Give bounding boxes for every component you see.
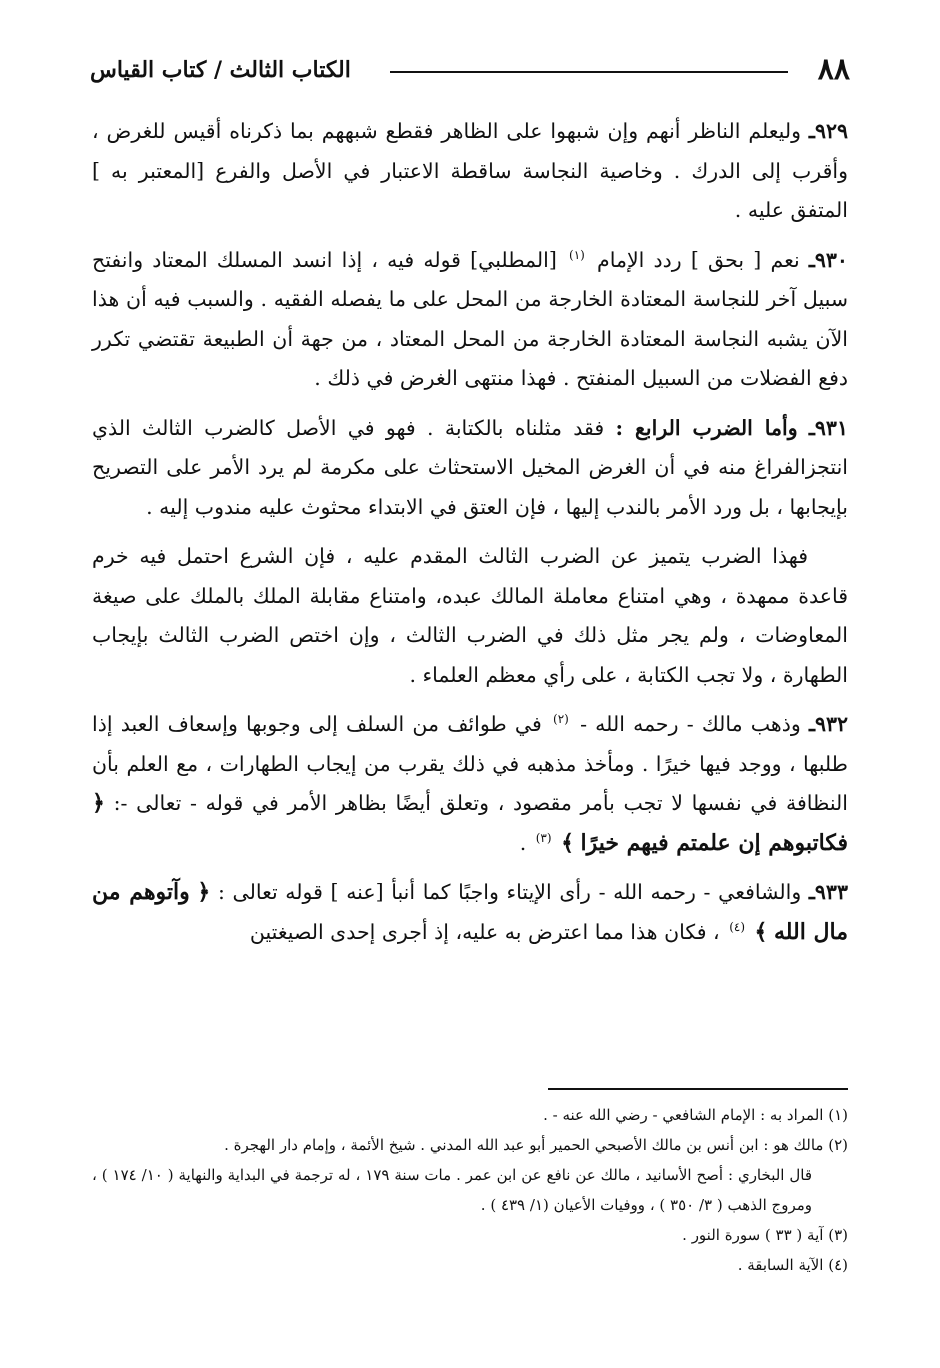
paragraph-number: ٩٣٣ bbox=[814, 880, 848, 904]
paragraph-931 bbox=[92, 409, 848, 528]
paragraph-929 bbox=[92, 112, 848, 231]
footnote-separator bbox=[548, 1088, 848, 1090]
paragraph-dash: ـ bbox=[808, 119, 815, 143]
footnote-ref[interactable]: (١) bbox=[569, 247, 585, 262]
footnote-label: (١) bbox=[828, 1106, 848, 1124]
footnote-text: آية ( ٣٣ ) سورة النور . bbox=[682, 1226, 824, 1244]
paragraph-text: وليعلم الناظر أنهم وإن شبهوا على الظاهر فقطع شبههم بما ذكرناه أقيس للغرض ، وأقرب إلى الدرك . وخاصية النجاسة ساقطة الاعتبار في الأصل والفرع [المعتبر به ] المتفق عليه . bbox=[92, 119, 848, 222]
paragraph-932: ٩٣٢ـ وذهب مالك - رحمه الله - $^{(٢)}$ في طوائف من السلف إلى وجوبها وإسعاف العبد إذا طلبها ، ووجد فيها خيرًا . ومأخذ مذهبه في ذلك يقرب من إيجاب الطهارات ، مع العلم بأن النظافة في نفسها لا تجب بأمر مقصود ، وتعلق أيضًا بظاهر الأمر في قوله - تعالى -: ﴿ فكاتبوهم إن علمتم فيهم خيرًا ﴾ $^{(٣)}$ . bbox=[92, 712, 848, 856]
paragraph-continuation bbox=[92, 537, 848, 695]
paragraph-number: ٩٣٠ bbox=[814, 247, 848, 272]
footnote-text: مالك هو : ابن أنس بن مالك الأصبحي الحمير أبو عبد الله المدني . شيخ الأئمة ، وإمام دار الهجرة . bbox=[224, 1136, 824, 1154]
main-text bbox=[92, 112, 848, 962]
footnote-3 bbox=[92, 1220, 848, 1250]
paragraph-dash: ـ bbox=[808, 880, 815, 904]
footnote-1 bbox=[92, 1100, 848, 1130]
quran-verse: وآتوهم من مال الله bbox=[92, 879, 848, 945]
footnote-label: (٤) bbox=[828, 1256, 848, 1274]
paragraph-text: وذهب مالك - رحمه الله - bbox=[580, 712, 801, 736]
quran-verse: فكاتبوهم إن علمتم فيهم خيرًا bbox=[580, 829, 848, 856]
footnote-text: المراد به : الإمام الشافعي - رضي الله عنه - . bbox=[543, 1106, 824, 1124]
paragraph-933 bbox=[92, 873, 848, 952]
paragraph-number: ٩٣١ bbox=[814, 415, 848, 440]
quran-bracket-open: ﴿ bbox=[92, 790, 105, 816]
footnote-text: الآية السابقة . bbox=[737, 1256, 824, 1274]
paragraph-dash: ـ bbox=[808, 712, 815, 736]
quran-bracket-open: ﴿ bbox=[197, 879, 211, 905]
paragraph-text: والشافعي - رحمه الله - رأى الإيتاء واجبًا كما أنبأ [عنه ] قوله تعالى : bbox=[217, 880, 802, 904]
paragraph-dash: ـ bbox=[808, 247, 815, 272]
page-number: ٨٨ bbox=[817, 52, 850, 87]
header-rule bbox=[390, 71, 788, 73]
footnote-2 bbox=[92, 1130, 848, 1220]
paragraph-text: ، فكان هذا مما اعترض به عليه، إذ أجرى إحدى الصيغتين bbox=[249, 919, 720, 944]
paragraph-lead: وأما الضرب الرابع : bbox=[615, 415, 798, 440]
footnote-4 bbox=[92, 1250, 848, 1280]
footnote-ref[interactable]: (٣) bbox=[535, 830, 552, 845]
footnote-ref[interactable]: (٤) bbox=[729, 919, 746, 934]
footnote-text-continuation: قال البخاري : أصح الأسانيد ، مالك عن نافع عن ابن عمر . مات سنة ١٧٩ ، له ترجمة في البداية والنهاية ( ١٠/ ١٧٤ ) ، ومروج الذهب ( ٣/ ٣٥٠ ) ، ووفيات الأعيان (١/ ٤٣٩ ) . bbox=[92, 1166, 813, 1214]
footnote-label: (٣) bbox=[828, 1226, 848, 1244]
footnote-label: (٢) bbox=[828, 1136, 848, 1154]
paragraph-930 bbox=[92, 241, 848, 399]
paragraph-text: في طوائف من السلف إلى وجوبها وإسعاف العبد إذا طلبها ، ووجد فيها خيرًا . ومأخذ مذهبه في ذلك يقرب من إيجاب الطهارات ، مع العلم بأن النظافة في نفسها لا تجب بأمر مقصود ، وتعلق أيضًا بظاهر الأمر في قوله - تعالى -: bbox=[92, 712, 848, 815]
paragraph-dash: ـ bbox=[808, 415, 815, 440]
quran-bracket-close: ﴾ bbox=[561, 829, 574, 856]
paragraph-number: ٩٣٢ bbox=[814, 712, 848, 736]
footnote-ref[interactable]: (٢) bbox=[553, 712, 569, 727]
paragraph-text: فهذا الضرب يتميز عن الضرب الثالث المقدم عليه ، فإن الشرع احتمل فيه خرم قاعدة ممهدة ، وهي امتناع معاملة المالك عبده، وامتناع مقابلة الملك بالملك على صيغة المعاوضات ، ولم يجر مثل ذلك في الضرب الثالث ، وإن اختص الضرب الثالث بإيجاب الطهارة ، ولا تجب الكتابة ، على رأي معظم العلماء . bbox=[92, 544, 848, 687]
running-title: الكتاب الثالث / كتاب القياس bbox=[90, 57, 351, 83]
paragraph-text: [المطلبي] قوله فيه ، إذا انسد المسلك المعتاد وانفتح سبيل آخر للنجاسة المعتادة الخارجة من المحل على ما يفصله الفقيه . والسبب فيه أن هذا الآن يشبه النجاسة المعتادة الخارجة من المحل المعتاد ، من جهة أن الطبيعة تقتضي تكرر دفع الفضلات من السبيل المنفتح . فهذا منتهى الغرض في ذلك . bbox=[92, 247, 848, 390]
paragraph-text: فقد مثلناه بالكتابة . فهو في الأصل كالضرب الثالث الذي انتجزالفراغ منه في أن الغرض المخيل الاستحثاث على مكرمة لم يرد الأمر على التصريح بإيجابها ، بل ورد الأمر بالندب إليها ، فإن العتق في الابتداء محثوث عليه مندوب إليه . bbox=[92, 415, 848, 519]
paragraph-text: نعم [ بحق ] ردد الإمام bbox=[597, 247, 800, 272]
running-header bbox=[90, 52, 850, 92]
footnotes bbox=[92, 1100, 848, 1280]
quran-bracket-close: ﴾ bbox=[754, 918, 768, 945]
paragraph-number: ٩٢٩ bbox=[814, 119, 848, 143]
